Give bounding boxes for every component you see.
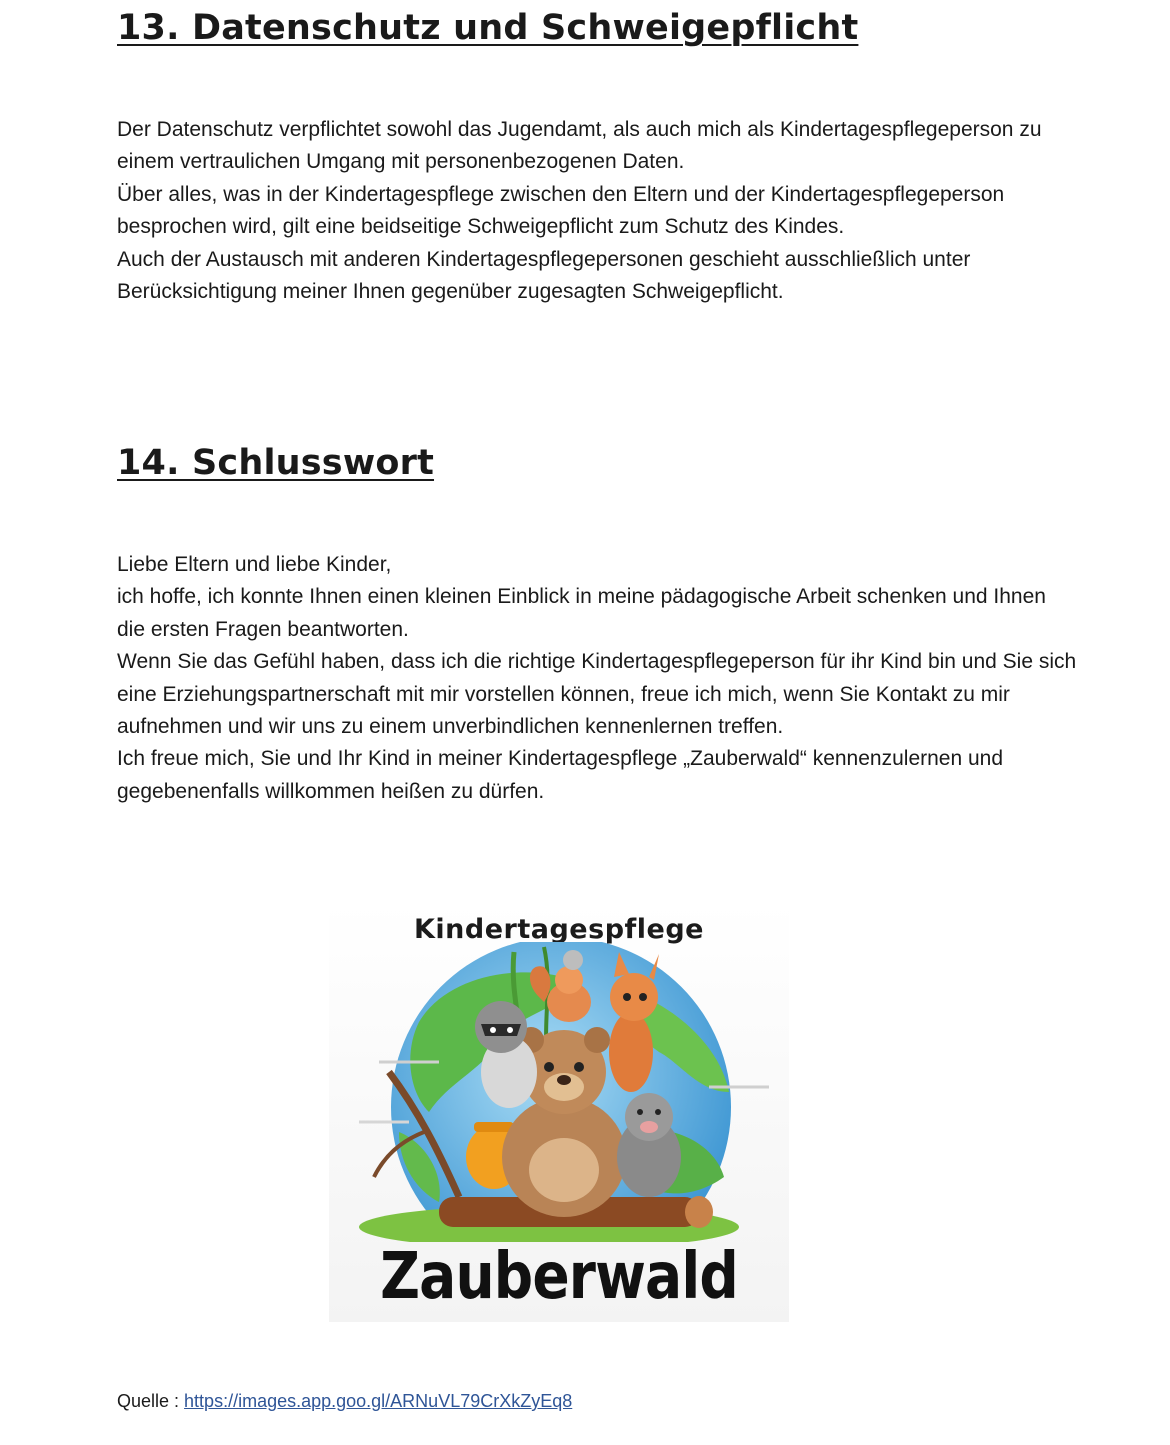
paragraph: Auch der Austausch mit anderen Kindertagespflegepersonen geschieht ausschließlich unter Berücksichtigung meiner Ihnen gegenüber zugesagten Schweigepflicht.: [117, 247, 971, 304]
forest-animals-illustration: [329, 942, 789, 1242]
paragraph: Ich freue mich, Sie und Ihr Kind in meiner Kindertagespflege „Zauberwald“ kennenzulernen und gegebenenfalls willkommen heißen zu dürfen.: [117, 747, 1004, 803]
paragraph: Der Datenschutz verpflichtet sowohl das Jugendamt, als auch mich als Kindertagespflegeperson zu einem vertraulichen Umgang mit personenbezogenen Daten.: [117, 118, 1042, 174]
section-14-heading: 14. Schlusswort: [117, 443, 435, 483]
logo-top-text: Kindertagespflege: [414, 914, 704, 945]
section-14-body: [117, 549, 1077, 808]
source-link[interactable]: https://images.app.goo.gl/ARNuVL79CrXkZyEq8: [184, 1391, 573, 1411]
paragraph: Wenn Sie das Gefühl haben, dass ich die richtige Kindertagespflegeperson für ihr Kind bin und Sie sich eine Erziehungspartnerschaft mit mir vorstellen können, freue ich mich, wenn Sie Kontakt zu mir aufnehmen und wir uns zu einem unverbindlichen kennenlernen treffen.: [117, 650, 1077, 739]
source-label: Quelle :: [117, 1391, 185, 1411]
section-13-body: [117, 114, 1077, 308]
section-13-heading: 13. Datenschutz und Schweigepflicht: [117, 8, 859, 48]
paragraph: ich hoffe, ich konnte Ihnen einen kleinen Einblick in meine pädagogische Arbeit schenken und Ihnen die ersten Fragen beantworten.: [117, 585, 1046, 641]
paragraph: Über alles, was in der Kindertagespflege zwischen den Eltern und der Kindertagespflegeperson besprochen wird, gilt eine beidseitige Schweigepflicht zum Schutz des Kindes.: [117, 182, 1005, 239]
paragraph: Liebe Eltern und liebe Kinder,: [117, 553, 392, 576]
logo-bottom-text: Zauberwald: [380, 1240, 738, 1314]
zauberwald-logo: [329, 902, 789, 1322]
source-line: [117, 1391, 572, 1412]
